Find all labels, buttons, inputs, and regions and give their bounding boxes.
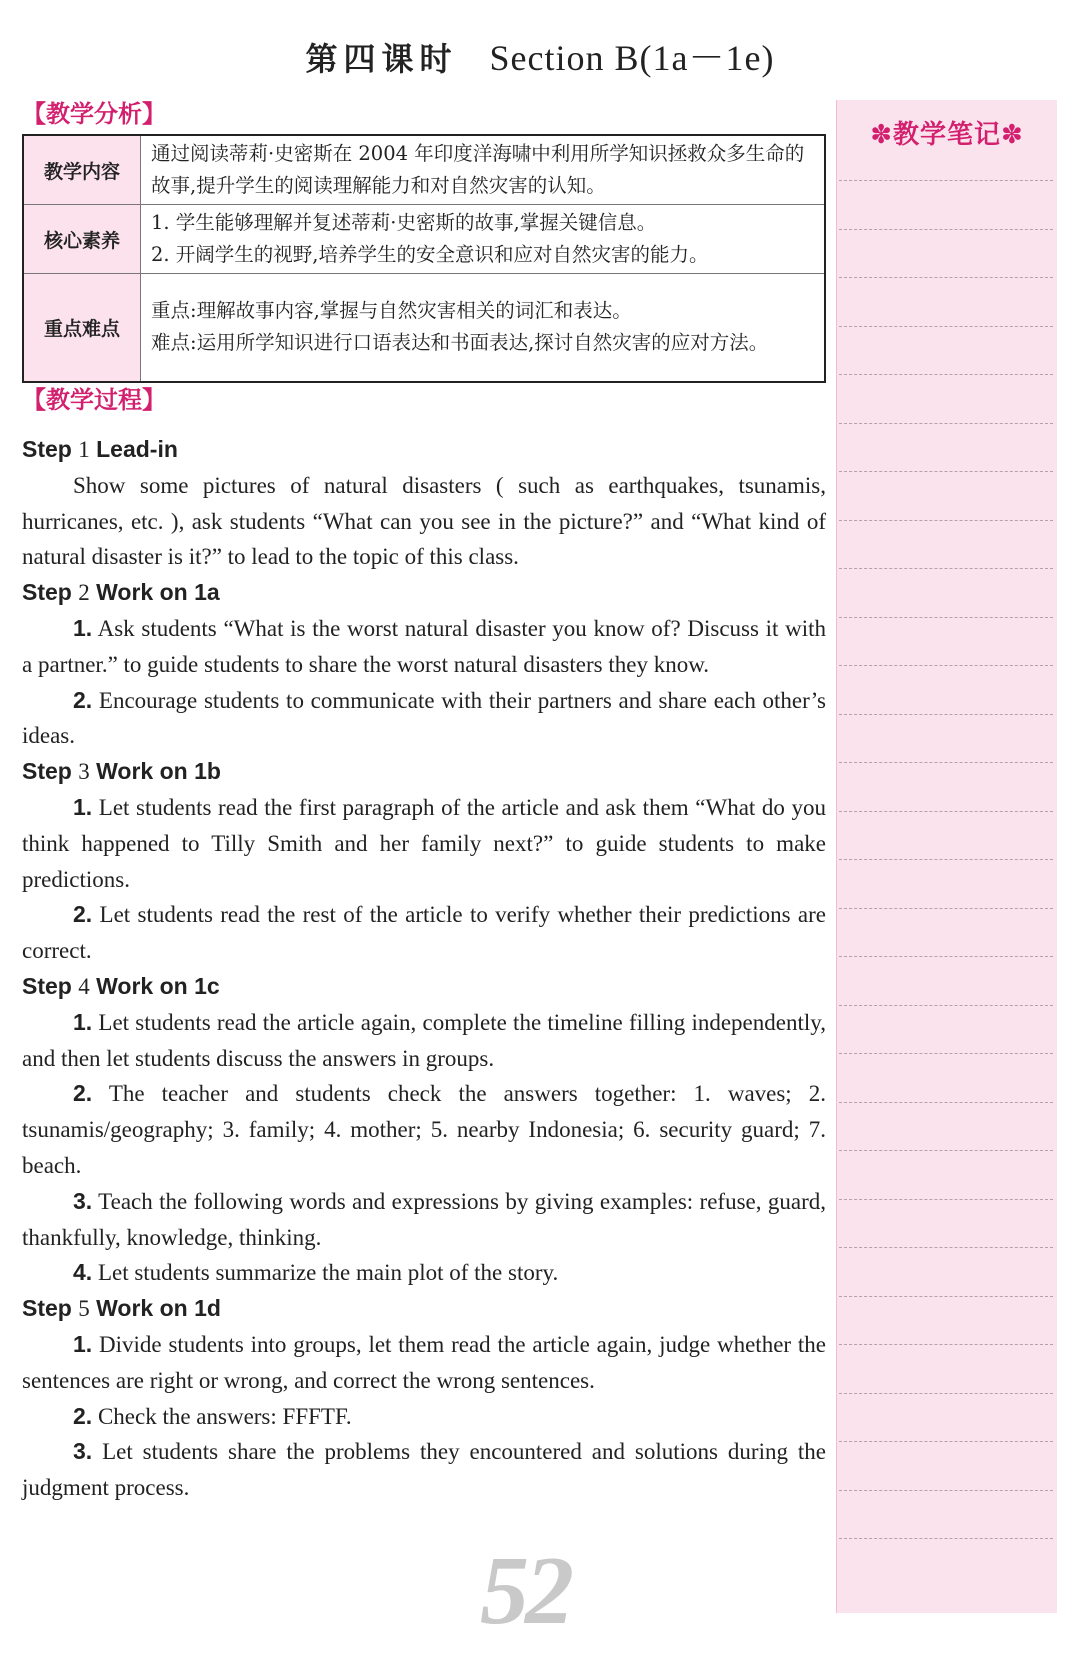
process-heading: 【教学过程】 [22, 386, 166, 414]
notes-ruling-line [839, 1441, 1053, 1442]
paragraph-text: Let students share the problems they encountered and solutions during the judgment process. [22, 1439, 826, 1501]
paragraph-text: Encourage students to communicate with their partners and share each other’s ideas. [22, 687, 826, 749]
step-number: 1 [78, 437, 90, 462]
notes-ruling-line [839, 762, 1053, 763]
row-value [141, 205, 826, 274]
row-label: 核心素养 [23, 205, 141, 274]
row-line: 重点:理解故事内容,掌握与自然灾害相关的词汇和表达。 [151, 299, 632, 323]
step-label: Step [22, 758, 72, 785]
item-number: 2. [73, 686, 93, 713]
step-heading [22, 1291, 826, 1327]
paragraph-text: Divide students into groups, let them read the article again, judge whether the sentences are right or wrong, and correct the wrong sentences. [22, 1331, 826, 1393]
page-title [0, 30, 1080, 81]
step-paragraph [22, 1327, 826, 1399]
step-paragraph [22, 790, 826, 897]
notes-ruling-line [839, 617, 1053, 618]
row-line: 通过阅读蒂莉·史密斯在 2004 年印度洋海啸中利用所学知识拯救众多生命的故事,提升学生的阅读理解能力和对自然灾害的认知。 [151, 142, 805, 197]
step-heading [22, 969, 826, 1005]
item-number: 1. [73, 793, 93, 820]
item-number: 1. [73, 1008, 93, 1035]
item-number: 2. [73, 1080, 93, 1107]
step-label: Step [22, 579, 72, 606]
item-number: 4. [73, 1259, 93, 1286]
step-number: 2 [78, 580, 90, 606]
row-label: 重点难点 [23, 274, 141, 382]
step-title: Work on 1a [96, 579, 220, 606]
notes-ruling-line [839, 326, 1053, 327]
step-paragraph [22, 468, 826, 575]
step-title: Work on 1c [96, 972, 220, 999]
step-paragraph [22, 683, 826, 755]
step-title: Work on 1b [96, 758, 221, 785]
row-line: 难点:运用所学知识进行口语表达和书面表达,探讨自然灾害的应对方法。 [151, 331, 769, 355]
item-number: 2. [73, 1402, 93, 1429]
step-paragraph [22, 1005, 826, 1077]
step-label: Step [22, 972, 72, 999]
notes-ruling-line [839, 811, 1053, 812]
step-paragraph [22, 1434, 826, 1506]
notes-ruling-line [839, 1393, 1053, 1394]
page-number: 52 [480, 1537, 570, 1645]
step-heading [22, 754, 826, 790]
notes-ruling-line [839, 423, 1053, 424]
paragraph-text: Let students summarize the main plot of the story. [92, 1260, 559, 1286]
notes-ruling-line [839, 520, 1053, 521]
step-title: Lead-in [96, 436, 178, 462]
lesson-label: 第四课时 [305, 40, 458, 78]
item-number: 1. [73, 614, 93, 641]
notes-ruling-line [839, 956, 1053, 957]
paragraph-text: Let students read the article again, complete the timeline filling independently, and then let students discuss the answers in groups. [22, 1009, 826, 1071]
step-title: Work on 1d [96, 1295, 221, 1322]
row-value [141, 135, 826, 205]
paragraph-text: Let students read the first paragraph of the article and ask them “What do you think happened to Tilly Smith and her family next?” to guide students to make predictions. [22, 794, 826, 892]
teaching-notes-panel [836, 100, 1057, 1613]
paragraph-text: Teach the following words and expressions by giving examples: refuse, guard, thankfully, knowledge, thinking. [22, 1188, 826, 1250]
process-body [22, 432, 826, 1506]
notes-ruling-line [839, 1005, 1053, 1006]
step-number: 5 [78, 1296, 90, 1322]
notes-ruling-line [839, 1344, 1053, 1345]
notes-ruling-line [839, 859, 1053, 860]
notes-ruling-line [839, 714, 1053, 715]
item-number: 3. [73, 1438, 93, 1465]
step-paragraph [22, 1076, 826, 1183]
notes-title: ✽教学笔记✽ [870, 120, 1024, 150]
table-row [23, 274, 825, 382]
notes-ruling-line [839, 1247, 1053, 1248]
analysis-table [22, 134, 826, 383]
step-number: 3 [78, 759, 90, 785]
notes-ruling-line [839, 1296, 1053, 1297]
paragraph-text: The teacher and students check the answers together: 1. waves; 2. tsunamis/geography; 3. family; 4. mother; 5. nearby Indonesia; 6. security guard; 7. beach. [22, 1081, 826, 1178]
table-row [23, 205, 825, 274]
paragraph-text: Show some pictures of natural disasters ( such as earthquakes, tsunamis, hurricanes, etc. ), ask students “What can you see in the picture?” and “What kind of natural disaster is it?” to lead to the topic of this class. [22, 472, 826, 570]
analysis-heading: 【教学分析】 [22, 100, 166, 128]
section-label: Section B(1a－1e) [489, 38, 775, 78]
notes-ruling-line [839, 1490, 1053, 1491]
row-label: 教学内容 [23, 135, 141, 205]
step-heading [22, 575, 826, 611]
paragraph-text: Check the answers: FFFTF. [92, 1403, 352, 1429]
row-value [141, 274, 826, 382]
notes-ruling-line [839, 374, 1053, 375]
notes-ruling-line [839, 908, 1053, 909]
row-line: 1. 学生能够理解并复述蒂莉·史密斯的故事,掌握关键信息。 [151, 211, 657, 234]
step-paragraph [22, 897, 826, 969]
item-number: 1. [73, 1330, 93, 1357]
step-paragraph [22, 1255, 826, 1291]
paragraph-text: Ask students “What is the worst natural disaster you know of? Discuss it with a partner.” to guide students to share the worst natural disasters they know. [22, 615, 826, 677]
notes-ruling-line [839, 1199, 1053, 1200]
step-paragraph [22, 1184, 826, 1256]
table-row [23, 135, 825, 205]
notes-ruling-line [839, 180, 1053, 181]
notes-ruling-line [839, 471, 1053, 472]
notes-ruling-line [839, 1150, 1053, 1151]
row-line: 2. 开阔学生的视野,培养学生的安全意识和应对自然灾害的能力。 [151, 243, 709, 266]
item-number: 2. [73, 901, 93, 928]
notes-ruling-line [839, 229, 1053, 230]
step-paragraph [22, 611, 826, 683]
notes-ruling-line [839, 1102, 1053, 1103]
notes-ruling-line [839, 1538, 1053, 1539]
step-heading [22, 432, 826, 468]
step-paragraph [22, 1399, 826, 1435]
step-label: Step [22, 436, 72, 462]
step-number: 4 [78, 973, 90, 999]
notes-ruling-line [839, 568, 1053, 569]
notes-ruling-line [839, 277, 1053, 278]
item-number: 3. [73, 1187, 93, 1214]
notes-ruling-line [839, 665, 1053, 666]
notes-ruling-line [839, 1053, 1053, 1054]
paragraph-text: Let students read the rest of the article to verify whether their predictions are correct. [22, 902, 826, 964]
step-label: Step [22, 1295, 72, 1322]
